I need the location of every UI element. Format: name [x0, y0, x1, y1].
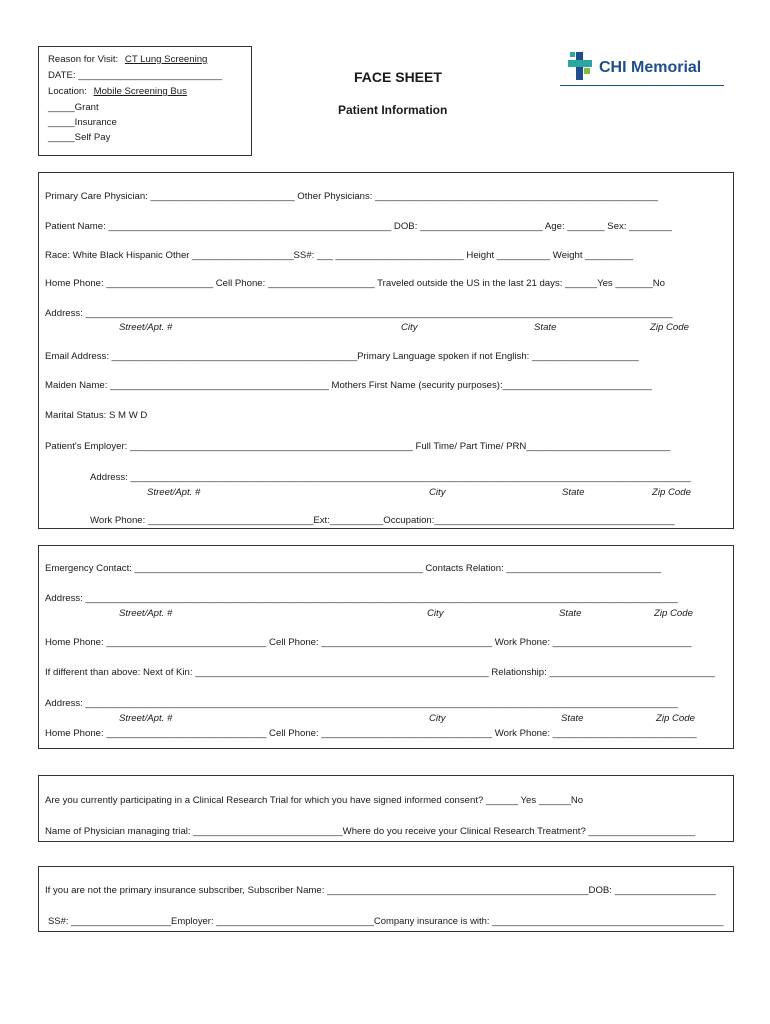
page-title: FACE SHEET — [354, 69, 442, 85]
location-label: Location: — [48, 86, 87, 97]
employer-state-label: State — [562, 487, 585, 498]
address-state-label: State — [534, 322, 557, 333]
research-physician-row[interactable]: Name of Physician managing trial: ____________________________Where do you receive your Clinical Research Treatment? ____________________ — [45, 826, 696, 837]
employer-city-label: City — [429, 487, 446, 498]
chi-memorial-logo — [566, 48, 726, 88]
visit-date[interactable]: DATE: ___________________________ — [48, 70, 223, 81]
work-phone-row[interactable]: Work Phone: _______________________________Ext:__________Occupation:_____________________________________________ — [90, 515, 675, 526]
research-question-row[interactable]: Are you currently participating in a Clinical Research Trial for which you have signed informed consent? ______ Yes ______No — [45, 795, 584, 806]
emergency-contact-row[interactable]: Emergency Contact: ______________________________________________________ Contacts Relation: _____________________________ — [45, 563, 662, 574]
patient-name-row[interactable]: Patient Name: _____________________________________________________ DOB: _______________________ Age: _______ Sex: ________ — [45, 221, 672, 232]
reason-value: CT Lung Screening — [124, 54, 208, 65]
cross-logo-icon — [566, 50, 596, 82]
employer-row[interactable]: Patient's Employer: _____________________________________________________ Full Time/ Part Time/ PRN___________________________ — [45, 441, 671, 452]
payment-insurance[interactable]: _____Insurance — [48, 117, 117, 128]
payment-grant[interactable]: _____Grant — [48, 102, 99, 113]
emergency-street-label: Street/Apt. # — [119, 608, 173, 619]
subscriber-row[interactable]: If you are not the primary insurance subscriber, Subscriber Name: _________________________________________________DOB: ___________________ — [45, 885, 717, 896]
logo-text: CHI Memorial — [599, 59, 702, 76]
address-city-label: City — [401, 322, 418, 333]
reason-for-visit — [48, 54, 207, 66]
maiden-name-row[interactable]: Maiden Name: _________________________________________ Mothers First Name (security purposes):____________________________ — [45, 380, 653, 391]
emergency-address-row[interactable]: Address: _______________________________________________________________________________________________________________ — [45, 593, 678, 604]
marital-status-row[interactable]: Marital Status: S M W D — [45, 410, 148, 421]
location-value: Mobile Screening Bus — [93, 86, 187, 97]
kin-phones-row[interactable]: Home Phone: ______________________________ Cell Phone: ________________________________ Work Phone: ___________________________ — [45, 728, 697, 739]
phones-row[interactable]: Home Phone: ____________________ Cell Phone: ____________________ Traveled outside the US in the last 21 days: ______Yes _______No — [45, 278, 666, 289]
kin-zip-label: Zip Code — [656, 713, 695, 724]
visit-location — [48, 86, 187, 98]
reason-label: Reason for Visit: — [48, 54, 119, 65]
logo-underline — [560, 85, 724, 86]
next-of-kin-row[interactable]: If different than above: Next of Kin: _______________________________________________________ Relationship: _______________________________ — [45, 667, 715, 678]
race-row[interactable]: Race: White Black Hispanic Other ___________________SS#: ___ ________________________ Height __________ Weight _________ — [45, 250, 634, 261]
kin-city-label: City — [429, 713, 446, 724]
emergency-city-label: City — [427, 608, 444, 619]
emergency-phones-row[interactable]: Home Phone: ______________________________ Cell Phone: ________________________________ Work Phone: __________________________ — [45, 637, 692, 648]
address-row[interactable]: Address: ______________________________________________________________________________________________________________ — [45, 308, 673, 319]
employer-address-row[interactable]: Address: _________________________________________________________________________________________________________ — [90, 472, 691, 483]
payment-self-pay[interactable]: _____Self Pay — [48, 132, 111, 143]
kin-address-row[interactable]: Address: _______________________________________________________________________________________________________________ — [45, 698, 678, 709]
employer-street-label: Street/Apt. # — [147, 487, 201, 498]
pcp-row[interactable]: Primary Care Physician: ___________________________ Other Physicians: _____________________________________________________ — [45, 191, 658, 202]
emergency-zip-label: Zip Code — [654, 608, 693, 619]
emergency-state-label: State — [559, 608, 582, 619]
kin-street-label: Street/Apt. # — [119, 713, 173, 724]
address-street-label: Street/Apt. # — [119, 322, 173, 333]
page-subtitle: Patient Information — [338, 103, 448, 117]
employer-zip-label: Zip Code — [652, 487, 691, 498]
kin-state-label: State — [561, 713, 584, 724]
email-row[interactable]: Email Address: ______________________________________________Primary Language spoken if not English: ____________________ — [45, 351, 639, 362]
address-zip-label: Zip Code — [650, 322, 689, 333]
subscriber-ss-employer-row[interactable]: SS#: ___________________Employer: ______________________________Company insurance is with: ____________________________________________ — [48, 916, 724, 927]
